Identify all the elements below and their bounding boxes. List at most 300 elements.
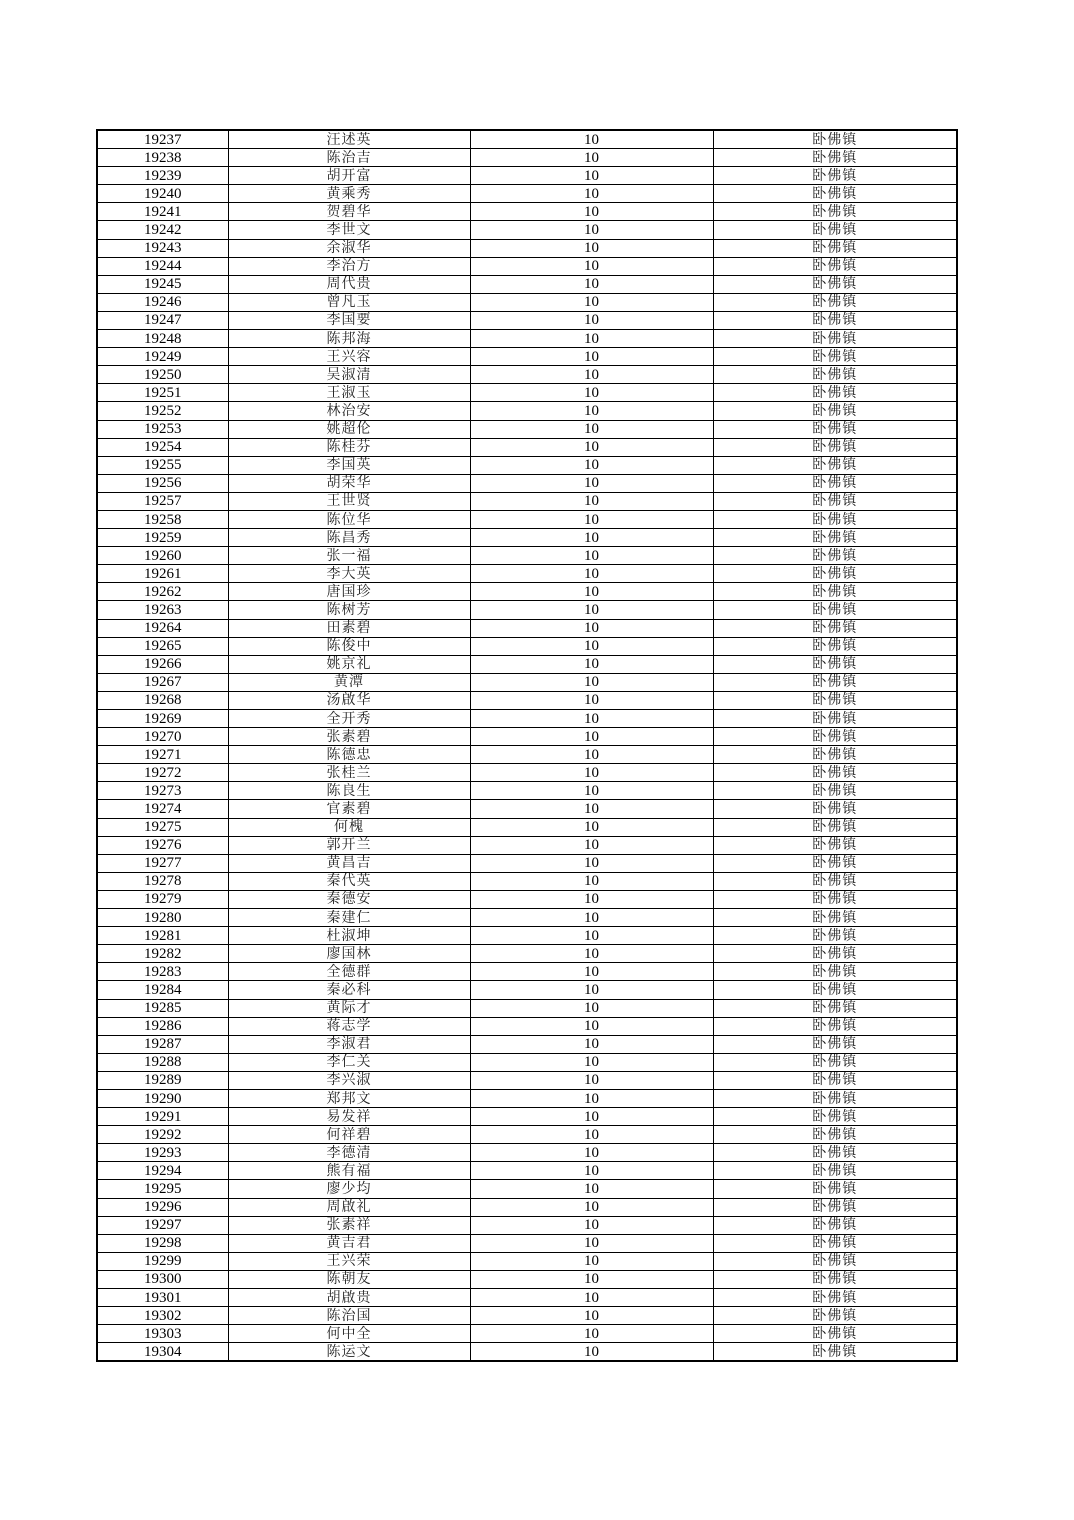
town-cell: 卧佛镇 [713,963,957,981]
serial-number-cell: 19293 [97,1144,228,1162]
person-name-cell: 秦建仁 [228,909,470,927]
town-cell: 卧佛镇 [713,492,957,510]
town-cell: 卧佛镇 [713,1108,957,1126]
serial-number-cell: 19247 [97,311,228,329]
town-cell: 卧佛镇 [713,1252,957,1270]
person-name-cell: 陈德忠 [228,746,470,764]
table-row [97,764,957,782]
town-cell: 卧佛镇 [713,1071,957,1089]
amount-cell: 10 [470,746,713,764]
serial-number-cell: 19298 [97,1234,228,1252]
town-cell: 卧佛镇 [713,565,957,583]
table-row [97,1053,957,1071]
amount-cell: 10 [470,710,713,728]
amount-cell: 10 [470,890,713,908]
person-name-cell: 陈树芳 [228,601,470,619]
person-name-cell: 陈治国 [228,1307,470,1325]
town-cell: 卧佛镇 [713,1198,957,1216]
amount-cell: 10 [470,1144,713,1162]
serial-number-cell: 19286 [97,1017,228,1035]
table-row [97,1180,957,1198]
serial-number-cell: 19245 [97,275,228,293]
serial-number-cell: 19273 [97,782,228,800]
table-row [97,311,957,329]
town-cell: 卧佛镇 [713,1180,957,1198]
table-row [97,782,957,800]
serial-number-cell: 19241 [97,203,228,221]
table-row [97,257,957,275]
table-row [97,1216,957,1234]
table-row [97,130,957,149]
table-row [97,1108,957,1126]
table-row [97,927,957,945]
serial-number-cell: 19282 [97,945,228,963]
person-name-cell: 李治方 [228,257,470,275]
serial-number-cell: 19295 [97,1180,228,1198]
amount-cell: 10 [470,293,713,311]
person-name-cell: 黄吉君 [228,1234,470,1252]
table-row [97,185,957,203]
serial-number-cell: 19294 [97,1162,228,1180]
amount-cell: 10 [470,529,713,547]
amount-cell: 10 [470,836,713,854]
table-row [97,203,957,221]
serial-number-cell: 19283 [97,963,228,981]
town-cell: 卧佛镇 [713,420,957,438]
serial-number-cell: 19276 [97,836,228,854]
table-row [97,1325,957,1343]
serial-number-cell: 19250 [97,366,228,384]
amount-cell: 10 [470,203,713,221]
town-cell: 卧佛镇 [713,348,957,366]
serial-number-cell: 19258 [97,510,228,528]
amount-cell: 10 [470,1108,713,1126]
person-name-cell: 唐国珍 [228,583,470,601]
table-row [97,619,957,637]
table-row [97,366,957,384]
amount-cell: 10 [470,257,713,275]
amount-cell: 10 [470,149,713,167]
table-row [97,1162,957,1180]
town-cell: 卧佛镇 [713,1144,957,1162]
serial-number-cell: 19249 [97,348,228,366]
amount-cell: 10 [470,474,713,492]
amount-cell: 10 [470,673,713,691]
person-name-cell: 陈位华 [228,510,470,528]
person-name-cell: 余淑华 [228,239,470,257]
amount-cell: 10 [470,872,713,890]
amount-cell: 10 [470,637,713,655]
serial-number-cell: 19270 [97,728,228,746]
town-cell: 卧佛镇 [713,691,957,709]
person-name-cell: 林治安 [228,402,470,420]
person-name-cell: 陈昌秀 [228,529,470,547]
table-row [97,746,957,764]
serial-number-cell: 19280 [97,909,228,927]
amount-cell: 10 [470,311,713,329]
person-name-cell: 陈邦海 [228,330,470,348]
serial-number-cell: 19252 [97,402,228,420]
table-row [97,330,957,348]
town-cell: 卧佛镇 [713,800,957,818]
table-row [97,348,957,366]
amount-cell: 10 [470,764,713,782]
person-name-cell: 廖少均 [228,1180,470,1198]
serial-number-cell: 19289 [97,1071,228,1089]
table-row [97,1234,957,1252]
person-name-cell: 李大英 [228,565,470,583]
person-name-cell: 周代贵 [228,275,470,293]
table-row [97,275,957,293]
table-row [97,872,957,890]
town-cell: 卧佛镇 [713,945,957,963]
person-name-cell: 李世文 [228,221,470,239]
person-name-cell: 陈良生 [228,782,470,800]
table-row [97,637,957,655]
town-cell: 卧佛镇 [713,1289,957,1307]
person-name-cell: 陈桂芬 [228,438,470,456]
table-row [97,728,957,746]
town-cell: 卧佛镇 [713,583,957,601]
town-cell: 卧佛镇 [713,764,957,782]
town-cell: 卧佛镇 [713,1270,957,1288]
amount-cell: 10 [470,927,713,945]
amount-cell: 10 [470,239,713,257]
town-cell: 卧佛镇 [713,1162,957,1180]
serial-number-cell: 19268 [97,691,228,709]
person-name-cell: 黄乘秀 [228,185,470,203]
amount-cell: 10 [470,1270,713,1288]
serial-number-cell: 19248 [97,330,228,348]
amount-cell: 10 [470,691,713,709]
serial-number-cell: 19261 [97,565,228,583]
table-row [97,1126,957,1144]
person-name-cell: 黄昌吉 [228,854,470,872]
table-row [97,1035,957,1053]
amount-cell: 10 [470,1071,713,1089]
table-row [97,981,957,999]
serial-number-cell: 19279 [97,890,228,908]
amount-cell: 10 [470,185,713,203]
town-cell: 卧佛镇 [713,619,957,637]
town-cell: 卧佛镇 [713,728,957,746]
person-name-cell: 杜淑坤 [228,927,470,945]
table-row [97,1289,957,1307]
town-cell: 卧佛镇 [713,1035,957,1053]
amount-cell: 10 [470,728,713,746]
serial-number-cell: 19272 [97,764,228,782]
amount-cell: 10 [470,1126,713,1144]
town-cell: 卧佛镇 [713,1234,957,1252]
person-name-cell: 张一福 [228,547,470,565]
serial-number-cell: 19297 [97,1216,228,1234]
amount-cell: 10 [470,1180,713,1198]
serial-number-cell: 19254 [97,438,228,456]
person-name-cell: 姚超伦 [228,420,470,438]
serial-number-cell: 19284 [97,981,228,999]
table-row [97,221,957,239]
serial-number-cell: 19255 [97,456,228,474]
table-row [97,456,957,474]
amount-cell: 10 [470,456,713,474]
serial-number-cell: 19290 [97,1089,228,1107]
person-name-cell: 张桂兰 [228,764,470,782]
serial-number-cell: 19243 [97,239,228,257]
serial-number-cell: 19251 [97,384,228,402]
person-name-cell: 秦必科 [228,981,470,999]
amount-cell: 10 [470,619,713,637]
amount-cell: 10 [470,402,713,420]
town-cell: 卧佛镇 [713,366,957,384]
person-name-cell: 陈俊中 [228,637,470,655]
town-cell: 卧佛镇 [713,402,957,420]
person-name-cell: 郭开兰 [228,836,470,854]
person-name-cell: 熊有福 [228,1162,470,1180]
serial-number-cell: 19253 [97,420,228,438]
town-cell: 卧佛镇 [713,710,957,728]
table-row [97,909,957,927]
amount-cell: 10 [470,1343,713,1362]
amount-cell: 10 [470,1216,713,1234]
town-cell: 卧佛镇 [713,1017,957,1035]
town-cell: 卧佛镇 [713,782,957,800]
amount-cell: 10 [470,1325,713,1343]
person-name-cell: 汪述英 [228,130,470,149]
table-row [97,583,957,601]
town-cell: 卧佛镇 [713,1325,957,1343]
serial-number-cell: 19285 [97,999,228,1017]
serial-number-cell: 19281 [97,927,228,945]
town-cell: 卧佛镇 [713,872,957,890]
table-row [97,547,957,565]
town-cell: 卧佛镇 [713,167,957,185]
town-cell: 卧佛镇 [713,1307,957,1325]
amount-cell: 10 [470,999,713,1017]
person-name-cell: 姚京礼 [228,655,470,673]
serial-number-cell: 19288 [97,1053,228,1071]
town-cell: 卧佛镇 [713,1089,957,1107]
town-cell: 卧佛镇 [713,185,957,203]
person-name-cell: 汤啟华 [228,691,470,709]
town-cell: 卧佛镇 [713,1053,957,1071]
person-name-cell: 田素碧 [228,619,470,637]
amount-cell: 10 [470,510,713,528]
serial-number-cell: 19291 [97,1108,228,1126]
amount-cell: 10 [470,782,713,800]
town-cell: 卧佛镇 [713,909,957,927]
table-row [97,601,957,619]
person-name-cell: 郑邦文 [228,1089,470,1107]
person-name-cell: 易发祥 [228,1108,470,1126]
person-name-cell: 李德清 [228,1144,470,1162]
table-row [97,438,957,456]
person-name-cell: 李兴淑 [228,1071,470,1089]
amount-cell: 10 [470,963,713,981]
person-name-cell: 胡啟贵 [228,1289,470,1307]
person-name-cell: 黄潭 [228,673,470,691]
amount-cell: 10 [470,655,713,673]
person-name-cell: 李淑君 [228,1035,470,1053]
table-row [97,655,957,673]
amount-cell: 10 [470,547,713,565]
table-row [97,691,957,709]
table-row [97,836,957,854]
amount-cell: 10 [470,130,713,149]
table-row [97,149,957,167]
serial-number-cell: 19244 [97,257,228,275]
person-name-cell: 全德群 [228,963,470,981]
person-name-cell: 曾凡玉 [228,293,470,311]
roster-table [96,129,958,1362]
table-row [97,1198,957,1216]
table-row [97,167,957,185]
amount-cell: 10 [470,221,713,239]
amount-cell: 10 [470,565,713,583]
town-cell: 卧佛镇 [713,130,957,149]
serial-number-cell: 19287 [97,1035,228,1053]
town-cell: 卧佛镇 [713,311,957,329]
person-name-cell: 王世贤 [228,492,470,510]
serial-number-cell: 19257 [97,492,228,510]
amount-cell: 10 [470,1053,713,1071]
town-cell: 卧佛镇 [713,474,957,492]
table-row [97,1270,957,1288]
amount-cell: 10 [470,981,713,999]
town-cell: 卧佛镇 [713,637,957,655]
serial-number-cell: 19301 [97,1289,228,1307]
town-cell: 卧佛镇 [713,221,957,239]
person-name-cell: 李国要 [228,311,470,329]
town-cell: 卧佛镇 [713,456,957,474]
table-row [97,293,957,311]
amount-cell: 10 [470,330,713,348]
town-cell: 卧佛镇 [713,275,957,293]
person-name-cell: 李国英 [228,456,470,474]
serial-number-cell: 19299 [97,1252,228,1270]
person-name-cell: 秦代英 [228,872,470,890]
table-row [97,1017,957,1035]
town-cell: 卧佛镇 [713,927,957,945]
amount-cell: 10 [470,1234,713,1252]
town-cell: 卧佛镇 [713,1216,957,1234]
person-name-cell: 秦德安 [228,890,470,908]
table-row [97,1343,957,1362]
town-cell: 卧佛镇 [713,547,957,565]
serial-number-cell: 19242 [97,221,228,239]
person-name-cell: 全开秀 [228,710,470,728]
town-cell: 卧佛镇 [713,836,957,854]
serial-number-cell: 19260 [97,547,228,565]
serial-number-cell: 19238 [97,149,228,167]
amount-cell: 10 [470,800,713,818]
amount-cell: 10 [470,384,713,402]
amount-cell: 10 [470,1252,713,1270]
amount-cell: 10 [470,420,713,438]
table-row [97,384,957,402]
table-row [97,945,957,963]
town-cell: 卧佛镇 [713,293,957,311]
amount-cell: 10 [470,583,713,601]
serial-number-cell: 19278 [97,872,228,890]
serial-number-cell: 19296 [97,1198,228,1216]
town-cell: 卧佛镇 [713,655,957,673]
person-name-cell: 李仁关 [228,1053,470,1071]
table-row [97,800,957,818]
town-cell: 卧佛镇 [713,203,957,221]
table-row [97,565,957,583]
serial-number-cell: 19269 [97,710,228,728]
table-row [97,239,957,257]
table-row [97,673,957,691]
table-row [97,818,957,836]
table-row [97,963,957,981]
person-name-cell: 蒋志学 [228,1017,470,1035]
serial-number-cell: 19300 [97,1270,228,1288]
person-name-cell: 周啟礼 [228,1198,470,1216]
person-name-cell: 王淑玉 [228,384,470,402]
table-row [97,1307,957,1325]
amount-cell: 10 [470,167,713,185]
serial-number-cell: 19237 [97,130,228,149]
table-row [97,890,957,908]
person-name-cell: 贺碧华 [228,203,470,221]
amount-cell: 10 [470,818,713,836]
serial-number-cell: 19266 [97,655,228,673]
town-cell: 卧佛镇 [713,149,957,167]
serial-number-cell: 19262 [97,583,228,601]
amount-cell: 10 [470,601,713,619]
town-cell: 卧佛镇 [713,981,957,999]
amount-cell: 10 [470,1089,713,1107]
serial-number-cell: 19265 [97,637,228,655]
table-row [97,710,957,728]
town-cell: 卧佛镇 [713,854,957,872]
amount-cell: 10 [470,1162,713,1180]
person-name-cell: 张素祥 [228,1216,470,1234]
person-name-cell: 廖国林 [228,945,470,963]
amount-cell: 10 [470,909,713,927]
person-name-cell: 胡开富 [228,167,470,185]
serial-number-cell: 19302 [97,1307,228,1325]
serial-number-cell: 19264 [97,619,228,637]
person-name-cell: 何中全 [228,1325,470,1343]
serial-number-cell: 19271 [97,746,228,764]
town-cell: 卧佛镇 [713,529,957,547]
amount-cell: 10 [470,1017,713,1035]
table-row [97,529,957,547]
serial-number-cell: 19256 [97,474,228,492]
amount-cell: 10 [470,275,713,293]
serial-number-cell: 19239 [97,167,228,185]
table-row [97,492,957,510]
serial-number-cell: 19259 [97,529,228,547]
town-cell: 卧佛镇 [713,601,957,619]
person-name-cell: 王兴荣 [228,1252,470,1270]
table-row [97,1144,957,1162]
amount-cell: 10 [470,1035,713,1053]
person-name-cell: 何祥碧 [228,1126,470,1144]
person-name-cell: 吴淑清 [228,366,470,384]
town-cell: 卧佛镇 [713,890,957,908]
amount-cell: 10 [470,1307,713,1325]
person-name-cell: 黄际才 [228,999,470,1017]
town-cell: 卧佛镇 [713,746,957,764]
serial-number-cell: 19267 [97,673,228,691]
town-cell: 卧佛镇 [713,438,957,456]
town-cell: 卧佛镇 [713,673,957,691]
town-cell: 卧佛镇 [713,384,957,402]
person-name-cell: 何槐 [228,818,470,836]
